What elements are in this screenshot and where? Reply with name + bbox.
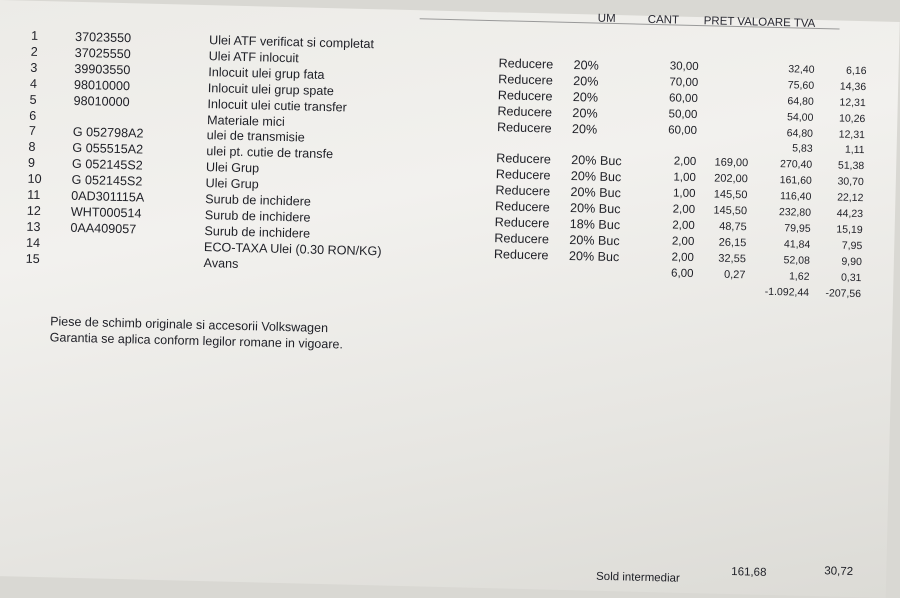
line-tva: 12,31 [838, 128, 866, 141]
row-description: Inlocuit ulei grup spate [207, 80, 335, 98]
row-description: ulei pt. cutie de transfe [206, 144, 334, 162]
unit-price: 48,75 [719, 220, 747, 234]
quantity: 70,00 [669, 76, 699, 89]
row-number: 3 [30, 60, 38, 75]
line-tva: 9,90 [841, 255, 863, 268]
quantity: 50,00 [668, 107, 698, 121]
unit-price [697, 125, 749, 126]
part-code: 98010000 [73, 93, 130, 109]
unit-price [698, 77, 750, 78]
line-tva: 0,31 [840, 271, 862, 284]
header-cant: CANT [647, 13, 680, 27]
row-number: 12 [26, 203, 42, 218]
line-value: 64,80 [786, 126, 814, 140]
line-tva: 51,38 [837, 159, 865, 173]
row-number: 4 [29, 76, 38, 91]
unit-price [698, 93, 750, 94]
subtotal-label: Sold intermediar [595, 570, 680, 585]
discount-percent: 18% Buc [569, 216, 621, 233]
row-description: ulei de transmisie [206, 128, 305, 145]
line-tva: 44,23 [836, 207, 864, 221]
row-description: Ulei ATF verificat si completat [208, 33, 375, 52]
line-tva: -207,56 [825, 286, 862, 300]
line-value: 32,40 [788, 63, 815, 76]
unit-price: 26,15 [718, 236, 747, 250]
quantity: 2,00 [671, 251, 695, 264]
quantity: 2,00 [672, 203, 696, 217]
quantity: 60,00 [668, 92, 698, 105]
row-description: Surub de inchidere [204, 207, 311, 225]
line-value: 75,60 [787, 79, 815, 92]
line-value: 1,62 [788, 269, 810, 283]
part-code: G 052145S2 [71, 172, 143, 189]
row-description: Materiale mici [206, 112, 285, 129]
line-tva: 30,70 [837, 175, 864, 189]
row-number: 15 [25, 251, 40, 266]
part-code: G 052798A2 [72, 125, 144, 141]
discount-label: Reducere [495, 167, 551, 183]
part-code: WHT000514 [70, 204, 142, 221]
row-description: ECO-TAXA Ulei (0.30 RON/KG) [203, 239, 382, 259]
row-number: 14 [25, 235, 41, 250]
discount-percent: 20% [571, 121, 598, 137]
part-code: G 052145S2 [71, 156, 143, 173]
row-number: 13 [26, 219, 41, 234]
unit-price: 145,50 [713, 188, 748, 202]
row-number: 9 [27, 155, 36, 171]
part-code: 0AA409057 [70, 220, 137, 237]
quantity [639, 44, 699, 45]
line-tva: 14,36 [839, 80, 867, 93]
row-description: Ulei ATF inlocuit [208, 49, 299, 66]
part-code: 0AD301115A [71, 188, 145, 205]
invoice-notes [50, 313, 344, 352]
line-value: 64,80 [787, 94, 814, 108]
unit-price: 0,27 [723, 268, 746, 281]
discount-label: Reducere [497, 103, 553, 120]
quantity: 60,00 [668, 123, 698, 137]
part-code: 37025550 [74, 45, 131, 62]
quantity: 1,00 [672, 187, 696, 201]
line-value [755, 46, 815, 47]
quantity: 2,00 [673, 155, 697, 169]
row-description: Ulei Grup [205, 160, 260, 176]
discount-percent: 20% Buc [570, 185, 622, 201]
unit-price [699, 61, 751, 62]
unit-price: 32,55 [718, 252, 747, 265]
line-value: 54,00 [786, 110, 814, 124]
line-value: 52,08 [783, 253, 811, 267]
part-code: 98010000 [73, 77, 131, 93]
discount-label: Reducere [493, 246, 549, 263]
line-tva: 22,12 [836, 191, 864, 205]
part-code: G 055515A2 [72, 141, 144, 157]
unit-price [697, 140, 749, 141]
line-value: 41,84 [783, 238, 811, 251]
discount-percent: 20% [572, 89, 599, 105]
part-code: 39903550 [74, 61, 131, 78]
unit-price: 202,00 [714, 172, 748, 186]
notes-line-1: Piese de schimb originale si accesorii Volkswagen [49, 314, 329, 336]
subtotal-tva: 30,72 [824, 565, 854, 579]
quantity: 2,00 [672, 219, 695, 232]
row-number: 2 [30, 44, 38, 59]
discount-label: Reducere [496, 151, 552, 167]
header-um: UM [597, 12, 616, 26]
row-description: Avans [203, 255, 239, 271]
quantity: 30,00 [669, 60, 699, 73]
row-number: 5 [29, 92, 37, 107]
discount-percent: 20% Buc [571, 153, 622, 169]
row-number: 8 [28, 140, 36, 155]
quantity: 1,00 [673, 171, 696, 185]
line-tva [817, 48, 867, 49]
unit-price: 169,00 [714, 156, 749, 170]
discount-percent: 20% Buc [568, 248, 620, 264]
discount-label: Reducere [494, 230, 550, 247]
part-code: 37023550 [74, 29, 132, 46]
subtotal-value: 161,68 [731, 566, 767, 579]
line-tva: 1,11 [844, 144, 865, 157]
row-description: Surub de inchidere [205, 192, 312, 209]
row-description: Ulei Grup [205, 176, 259, 192]
unit-price [699, 45, 751, 46]
line-value: 116,40 [779, 190, 812, 203]
row-description: Inlocuit ulei grup fata [208, 64, 325, 82]
row-number: 1 [30, 28, 39, 43]
notes-line-2: Garantia se aplica conform legilor romane in vigoare. [49, 330, 344, 352]
discount-label: Reducere [494, 199, 550, 215]
row-description: Inlocuit ulei cutie transfer [207, 96, 347, 115]
line-tva: 6,16 [845, 64, 867, 78]
row-number: 7 [28, 124, 36, 139]
line-tva: 7,95 [841, 239, 863, 252]
discount-label: Reducere [495, 183, 551, 199]
discount-percent: 20% Buc [570, 169, 622, 185]
line-value: 5,83 [792, 142, 813, 156]
discount-label: Reducere [498, 56, 554, 72]
discount-percent: 20% [573, 57, 599, 73]
row-number: 11 [27, 187, 41, 203]
unit-price [693, 284, 745, 285]
row-number: 10 [27, 171, 42, 187]
line-value: 79,95 [784, 222, 811, 235]
unit-price: 145,50 [713, 204, 748, 218]
header-pret-valoare-tva: PRET VALOARE TVA [703, 15, 816, 30]
row-description: Surub de inchidere [204, 223, 311, 241]
line-value: 232,80 [778, 206, 812, 219]
line-value: 161,60 [779, 174, 812, 188]
discount-percent: 20% [572, 105, 598, 121]
line-value: -1.092,44 [764, 285, 810, 299]
line-value: 270,40 [779, 158, 813, 172]
discount-percent: 20% Buc [569, 232, 620, 249]
unit-price [698, 109, 750, 110]
discount-label: Reducere [494, 215, 550, 231]
line-tva: 10,26 [838, 112, 866, 125]
discount-percent: 20% Buc [569, 200, 621, 217]
discount-percent: 20% [573, 73, 599, 89]
discount-label: Reducere [498, 71, 553, 88]
row-number: 6 [29, 108, 37, 123]
line-tva: 12,31 [839, 96, 866, 109]
discount-label: Reducere [496, 119, 552, 136]
quantity: 6,00 [670, 267, 694, 280]
line-tva: 15,19 [836, 223, 863, 237]
discount-label: Reducere [497, 87, 553, 104]
quantity: 2,00 [671, 235, 695, 248]
